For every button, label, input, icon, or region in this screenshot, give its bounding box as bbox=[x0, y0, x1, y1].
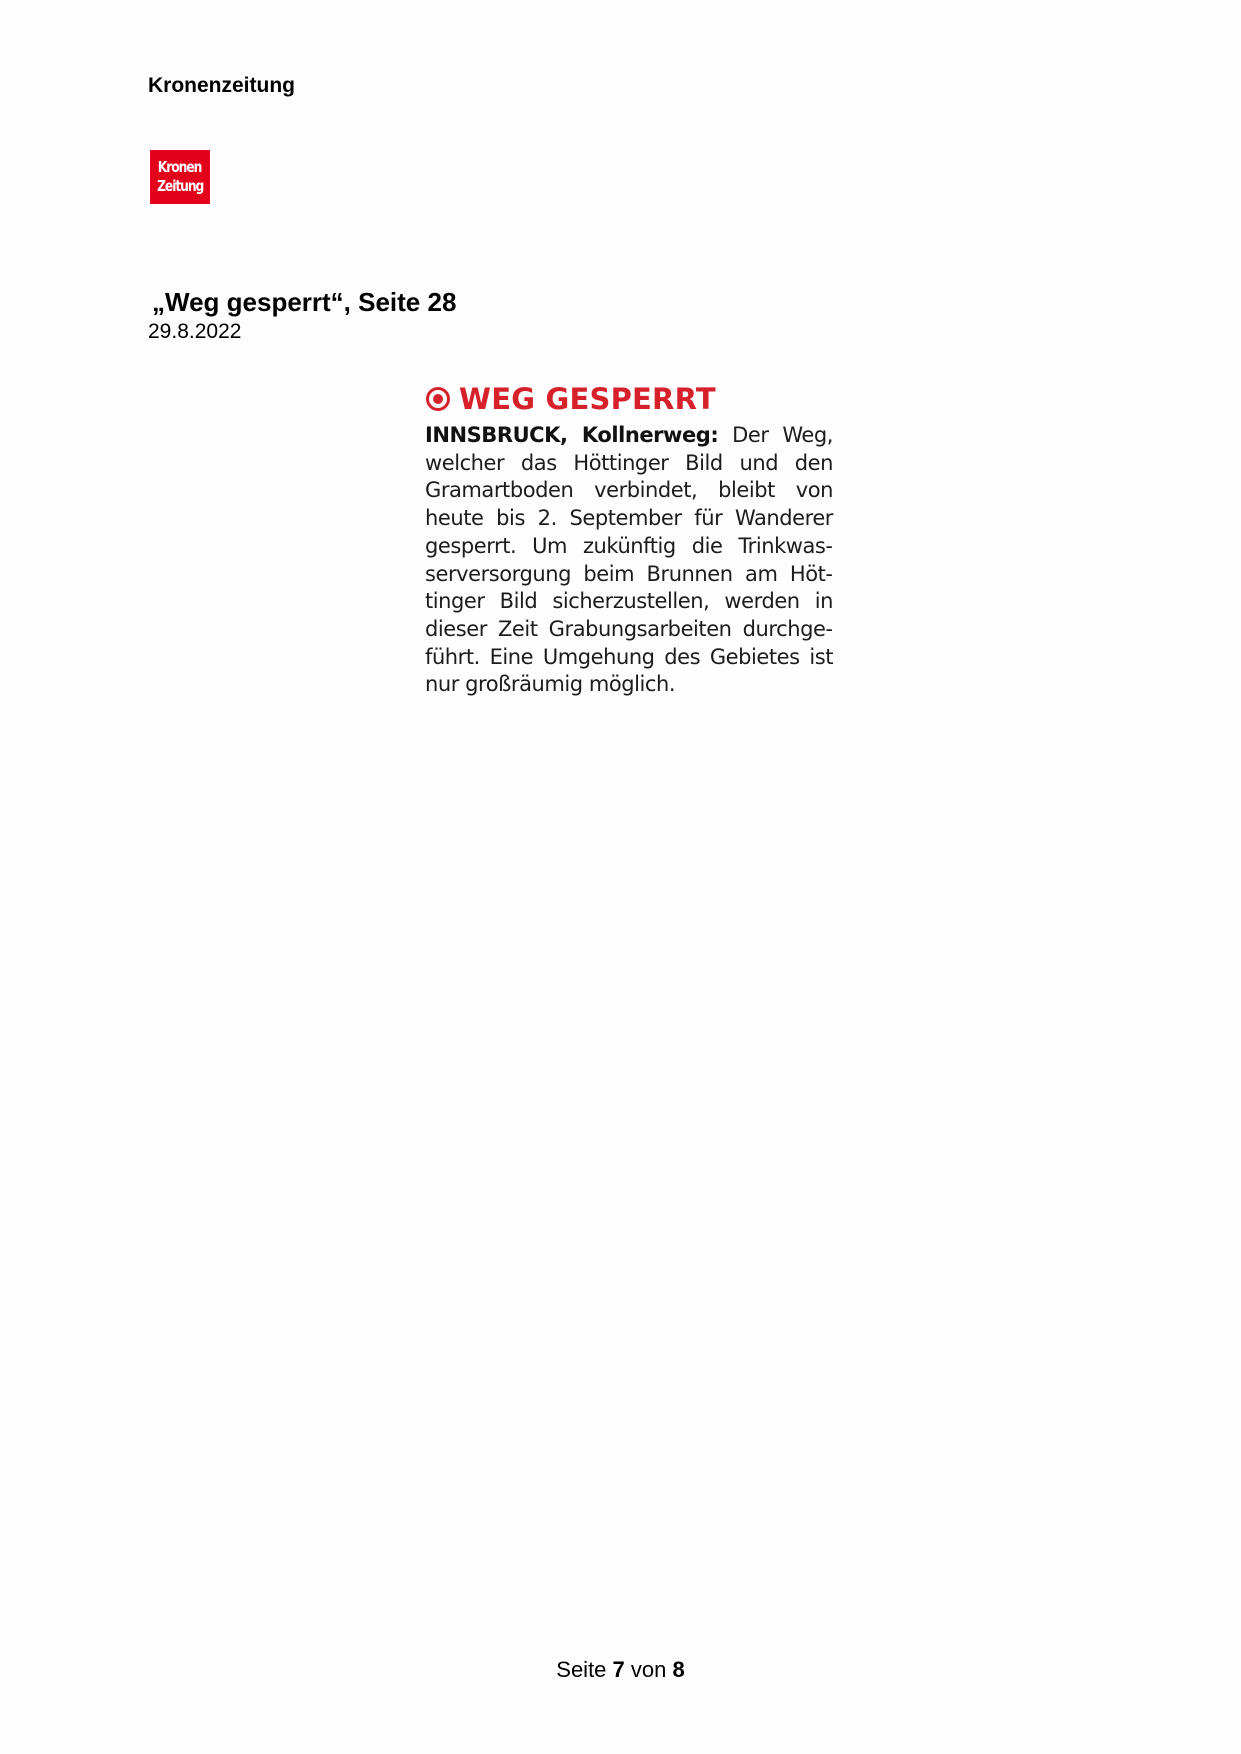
clipping-lead: INNSBRUCK, Kollnerweg: bbox=[425, 423, 719, 447]
logo-line-2: Zeitung bbox=[156, 177, 204, 195]
footer-middle: von bbox=[624, 1657, 673, 1682]
clipping-heading-text: WEG GESPERRT bbox=[459, 382, 716, 416]
logo-line-1: Kronen bbox=[158, 158, 202, 176]
clipping-heading bbox=[425, 380, 833, 418]
kronen-zeitung-logo bbox=[150, 150, 210, 204]
target-icon bbox=[425, 386, 451, 412]
page-footer bbox=[0, 1657, 1241, 1683]
current-page-number: 7 bbox=[612, 1657, 625, 1682]
publication-name: Kronenzeitung bbox=[148, 74, 295, 97]
newspaper-clipping bbox=[425, 380, 833, 699]
clipping-body bbox=[425, 422, 833, 699]
clipping-text: Der Weg, welcher das Höttinger Bild und den Gramartboden verbindet, bleibt von heute bis 2. September für Wanderer gesperrt. Um zukünftig die Trinkwasserversorgung beim Brunnen am Höttinger Bild sicherzustellen, werden in dieser Zeit Grabungsarbeiten durchgeführt. Eine Umgehung des Gebietes ist nur großräumig möglich. bbox=[425, 423, 834, 697]
total-page-count: 8 bbox=[672, 1657, 685, 1682]
article-title: „Weg gesperrt“, Seite 28 bbox=[152, 287, 457, 317]
footer-prefix: Seite bbox=[556, 1657, 613, 1682]
article-date: 29.8.2022 bbox=[148, 320, 242, 343]
